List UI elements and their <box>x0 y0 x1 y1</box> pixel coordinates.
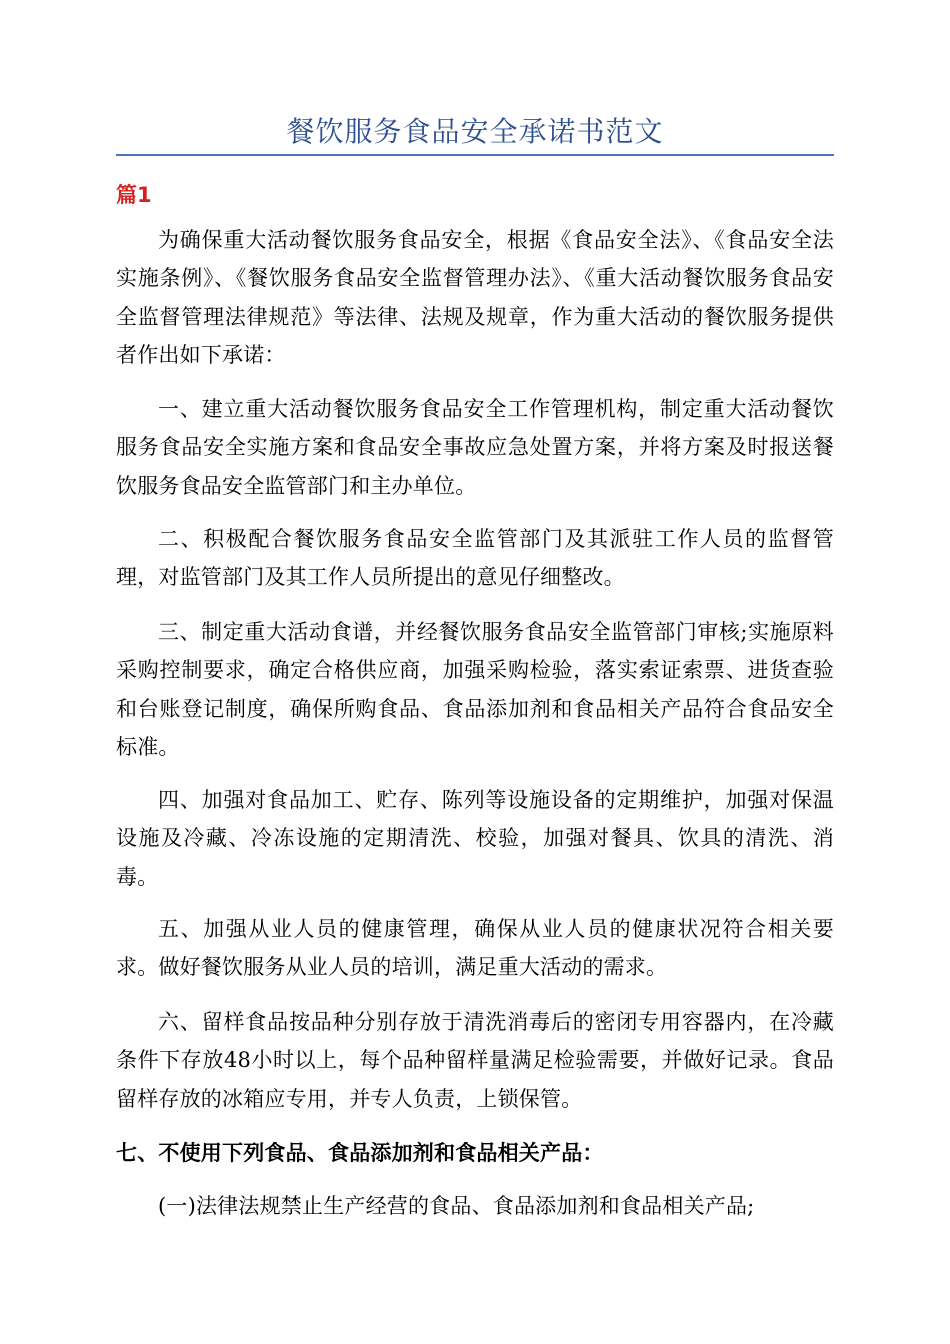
section-heading: 篇1 <box>116 183 152 207</box>
paragraph-item-7-heading: 七、不使用下列食品、食品添加剂和食品相关产品： <box>116 1141 604 1165</box>
paragraph-item-3: 三、制定重大活动食谱，并经餐饮服务食品安全监管部门审核;实施原料采购控制要求，确定合格供应商，加强采购检验，落实索证索票、进货查验和台账登记制度，确保所购食品、食品添加剂和食品相关产品符合食品安全标准。 <box>116 620 834 759</box>
paragraph-subitem-1: (一)法律法规禁止生产经营的食品、食品添加剂和食品相关产品; <box>158 1194 755 1218</box>
paragraph-intro: 为确保重大活动餐饮服务食品安全，根据《食品安全法》、《食品安全法实施条例》、《餐饮服务食品安全监督管理办法》、《重大活动餐饮服务食品安全监督管理法律规范》等法律、法规及规章，作为重大活动的餐饮服务提供者作出如下承诺： <box>116 228 834 367</box>
title-divider <box>116 154 834 156</box>
paragraph-item-5: 五、加强从业人员的健康管理，确保从业人员的健康状况符合相关要求。做好餐饮服务从业人员的培训，满足重大活动的需求。 <box>116 917 834 980</box>
paragraph-item-4: 四、加强对食品加工、贮存、陈列等设施设备的定期维护，加强对保温设施及冷藏、冷冻设施的定期清洗、校验，加强对餐具、饮具的清洗、消毒。 <box>116 788 834 889</box>
paragraph-item-1: 一、建立重大活动餐饮服务食品安全工作管理机构，制定重大活动餐饮服务食品安全实施方案和食品安全事故应急处置方案，并将方案及时报送餐饮服务食品安全监管部门和主办单位。 <box>116 397 834 498</box>
document-title: 餐饮服务食品安全承诺书范文 <box>286 115 664 148</box>
paragraph-item-6: 六、留样食品按品种分别存放于清洗消毒后的密闭专用容器内，在冷藏条件下存放48小时以上，每个品种留样量满足检验需要，并做好记录。食品留样存放的冰箱应专用，并专人负责，上锁保管。 <box>116 1010 834 1111</box>
paragraph-item-2: 二、积极配合餐饮服务食品安全监管部门及其派驻工作人员的监督管理，对监管部门及其工作人员所提出的意见仔细整改。 <box>116 527 834 590</box>
